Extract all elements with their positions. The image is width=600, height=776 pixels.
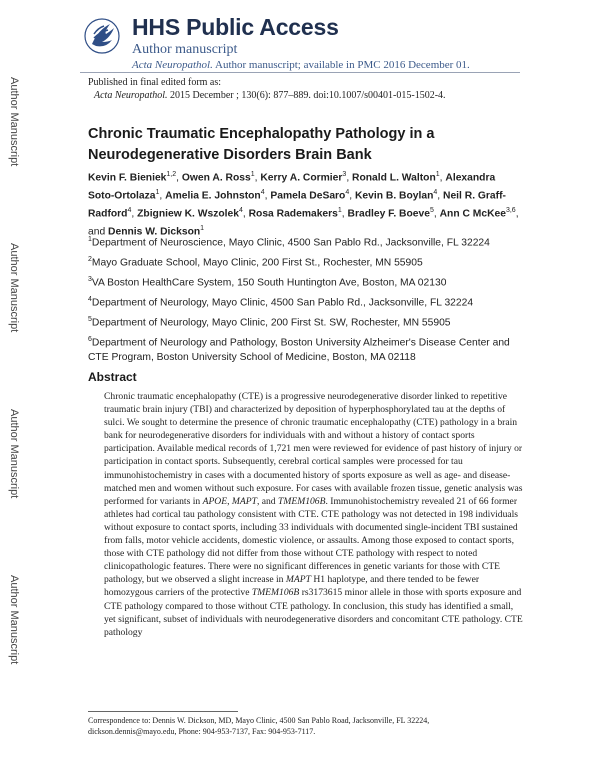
author-affiliation-marker: 1 <box>435 171 440 178</box>
author-separator: , <box>346 172 353 184</box>
side-label-author-manuscript: Author Manuscript <box>8 575 20 665</box>
affiliation-item <box>88 233 520 251</box>
author-separator: , <box>349 190 355 202</box>
author-affiliation-marker: 3 <box>342 171 347 178</box>
footnote-line: Correspondence to: Dennis W. Dickson, MD, Mayo Clinic, 4500 San Pablo Road, Jacksonville, FL 32224, <box>88 716 430 725</box>
author-affiliation-marker: 1 <box>337 206 342 214</box>
gene-name: MAPT <box>285 574 311 586</box>
abstract-text-run: . Immunohistochemistry revealed 21 of 66 former athletes had cortical tau pathology consistent with CTE. CTE pathology was not detected in 198 individuals without exposure to contact sports, including 33 individuals with documented single-incident TBI sustained from falls, motor vehicle accidents, domestic violence, or assaults. Among those exposed to contact sports, those with CTE pathology did not differ from those without CTE pathology with respect to noted clinicopathologic features. There were no significant differences in genetic variants for those with CTE pathology, but we observed a slight increase in <box>104 495 519 586</box>
author-separator: , <box>341 208 348 220</box>
journal-name: Acta Neuropathol. <box>132 59 213 71</box>
author-separator: , <box>439 172 446 184</box>
author-name: Zbigniew K. Wszolek <box>137 208 239 220</box>
affiliation-item <box>88 313 520 331</box>
author-name: Rosa Rademakers <box>248 208 338 220</box>
citation-details: 2015 December ; 130(6): 877–889. doi:10.1007/s00401-015-1502-4. <box>167 90 446 101</box>
publication-journal: Acta Neuropathol. <box>94 90 168 101</box>
affiliation-text: Department of Neurology and Pathology, Boston University Alzheimer's Disease Center and CTE Program, Boston University School of Medicine, Boston, MA 02118 <box>88 337 510 363</box>
author-name: Owen A. Ross <box>181 172 251 184</box>
footnote-divider <box>88 711 238 712</box>
abstract-heading: Abstract <box>88 370 137 384</box>
author-affiliation-marker: 4 <box>127 206 132 214</box>
published-label: Published in final edited form as: <box>88 77 222 88</box>
side-label-author-manuscript: Author Manuscript <box>8 77 20 167</box>
affiliation-number: 6 <box>88 336 92 343</box>
abstract-text-run: , and <box>256 495 279 507</box>
affiliation-text: Department of Neurology, Mayo Clinic, 4500 San Pablo Rd., Jacksonville, FL 32224 <box>91 297 474 309</box>
author-affiliation-marker: 4 <box>345 188 350 196</box>
affiliation-number: 1 <box>88 236 92 243</box>
abstract-text-run: Chronic traumatic encephalopathy (CTE) is a progressive neurodegenerative disorder linked to repetitive traumatic brain injury (TBI) and characterized by deposition of hyperphosphorylated tau at the depths of sulci. We sought to determine the presence of chronic traumatic encephalopathy (CTE) pathology in a brain bank for neurodegenerative disorders for individuals with and without a history of contact sports participation. Available medical records of 1,721 men were reviewed for evidence of past history of injury or participation in contact sports. Subsequently, cerebral cortical samples were processed for tau immunohistochemistry in cases with a documented history of sports exposure as well as age- and disease-matched men and women without such exposure. For cases with available frozen tissue, genetic analysis was performed for variants in <box>104 391 523 507</box>
author-affiliation-marker: 3,6 <box>505 206 516 214</box>
affiliation-item <box>88 333 520 365</box>
author-list <box>88 168 520 240</box>
author-separator: , and <box>88 208 519 238</box>
author-name: Pamela DeSaro <box>270 190 346 202</box>
author-affiliation-marker: 4 <box>433 188 438 196</box>
author-manuscript-label: Author manuscript <box>132 42 238 57</box>
affiliation-text: Department of Neuroscience, Mayo Clinic, 4500 San Pablo Rd., Jacksonville, FL 32224 <box>91 237 490 249</box>
side-label-author-manuscript: Author Manuscript <box>8 409 20 499</box>
author-name: Bradley F. Boeve <box>347 208 430 220</box>
affiliation-item <box>88 273 520 291</box>
abstract-text-run: , <box>227 495 232 507</box>
author-name: Dennis W. Dickson <box>108 226 201 238</box>
affiliation-number: 2 <box>88 256 92 263</box>
affiliation-number: 3 <box>88 276 92 283</box>
author-name: Alexandra Soto-Ortolaza <box>88 172 496 202</box>
author-name: Kevin B. Boylan <box>354 190 434 202</box>
correspondence-footnote <box>88 715 518 737</box>
author-name: Kerry A. Cormier <box>260 172 343 184</box>
author-affiliation-marker: 4 <box>260 188 265 196</box>
author-affiliation-marker: 4 <box>238 206 243 214</box>
affiliation-text: Department of Neurology, Mayo Clinic, 200 First St. SW, Rochester, MN 55905 <box>91 317 451 329</box>
hhs-public-access-title: HHS Public Access <box>132 14 339 40</box>
author-affiliation-marker: 1 <box>200 224 205 232</box>
author-separator: , <box>433 208 440 220</box>
abstract-paragraph <box>104 390 524 639</box>
affiliation-item <box>88 293 520 311</box>
gene-name: APOE <box>202 495 228 507</box>
publication-citation <box>88 89 518 102</box>
author-affiliation-marker: 5 <box>429 206 434 214</box>
side-label-author-manuscript: Author Manuscript <box>8 243 20 333</box>
gene-name: TMEM106B <box>278 495 326 507</box>
author-affiliation-marker: 1 <box>155 188 160 196</box>
abstract-body <box>104 390 524 639</box>
gene-name: MAPT <box>231 495 257 507</box>
author-separator: , <box>264 190 271 202</box>
author-separator: , <box>254 172 261 184</box>
author-separator: , <box>159 190 166 202</box>
author-separator: , <box>131 208 138 220</box>
affiliation-number: 5 <box>88 316 92 323</box>
author-separator: , <box>437 190 444 202</box>
author-separator: , <box>242 208 249 220</box>
author-affiliation-marker: 1,2 <box>166 171 177 178</box>
abstract-text-run: H1 haplotype, and there tended to be fewer homozygous carriers of the protective <box>104 574 480 599</box>
author-name: Kevin F. Bieniek <box>88 172 167 184</box>
affiliation-text: Mayo Graduate School, Mayo Clinic, 200 First St., Rochester, MN 55905 <box>91 257 423 269</box>
author-affiliation-marker: 1 <box>250 171 255 178</box>
footnote-line: dickson.dennis@mayo.edu, Phone: 904-953-7137, Fax: 904-953-7117. <box>88 727 316 736</box>
availability-text: Author manuscript; available in PMC 2016 December 01. <box>212 59 470 71</box>
affiliation-number: 4 <box>88 296 92 303</box>
hhs-eagle-logo-icon <box>84 16 120 56</box>
pmc-availability <box>132 59 470 71</box>
affiliation-text: VA Boston HealthCare System, 150 South Huntington Ave, Boston, MA 02130 <box>91 277 447 289</box>
abstract-text-run: rs3173615 minor allele in those with sports exposure and CTE pathology compared to those without CTE pathology. In conclusion, this study has identified a small, yet significant, subset of individuals with neurodegenerative disorders and concomitant CTE pathology. CTE pathology <box>104 587 523 638</box>
publication-info <box>88 76 518 102</box>
affiliation-item <box>88 253 520 271</box>
gene-name: TMEM106B <box>251 587 300 599</box>
author-name: Ann C McKee <box>439 208 506 220</box>
article-title: Chronic Traumatic Encephalopathy Pathology in a Neurodegenerative Disorders Brain Bank <box>88 126 435 163</box>
author-name: Ronald L. Walton <box>352 172 436 184</box>
author-name: Neil R. Graff-Radford <box>88 190 506 220</box>
hhs-header <box>80 12 520 73</box>
author-name: Amelia E. Johnston <box>165 190 261 202</box>
author-separator: , <box>176 172 182 184</box>
